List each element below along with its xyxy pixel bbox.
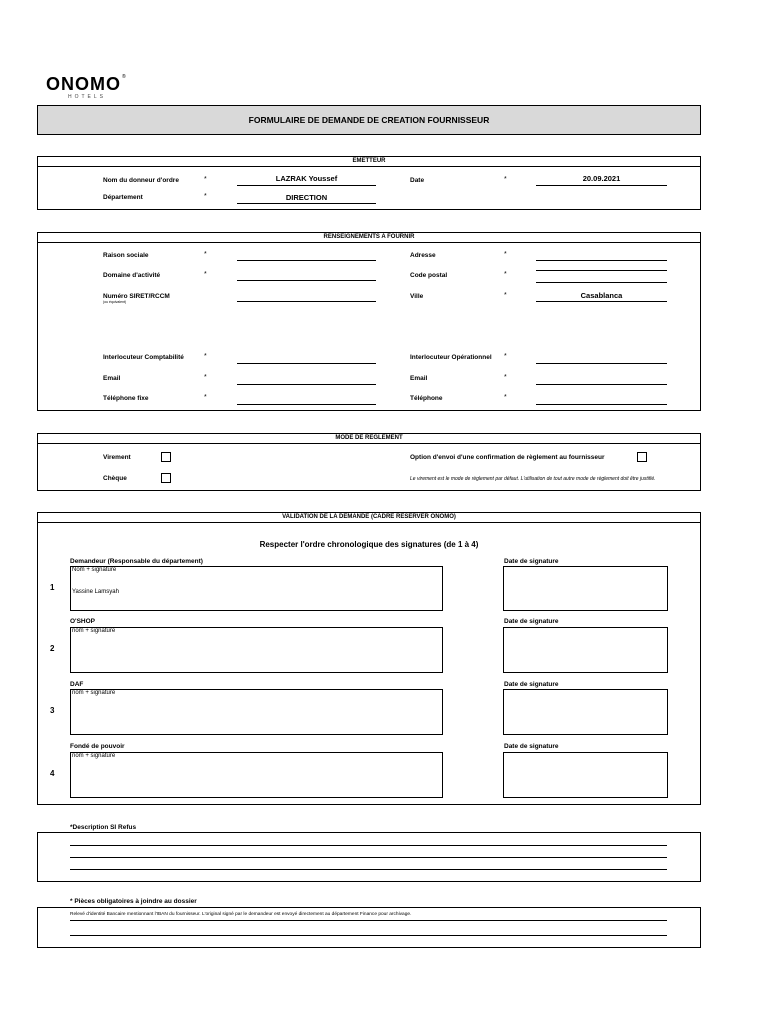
interlocuteur-op-label: Interlocuteur Opérationnel: [410, 354, 492, 361]
step-3-date-box[interactable]: [503, 689, 668, 735]
ville-label: Ville: [410, 293, 424, 300]
step-2-hint: nom + signature: [72, 628, 116, 634]
step-3-signature-box[interactable]: [70, 689, 443, 735]
nom-donneur-label: Nom du donneur d'ordre: [103, 177, 179, 184]
tel-fixe-label: Téléphone fixe: [103, 395, 149, 402]
interlocuteur-op-field[interactable]: [536, 353, 667, 364]
step-3-number: 3: [50, 706, 55, 715]
email2-star: *: [504, 374, 507, 381]
step-4-hint: nom + signature: [72, 753, 116, 759]
refus-line-2: [70, 857, 667, 858]
refus-line-3: [70, 869, 667, 870]
pieces-label: * Pièces obligatoires à joindre au dossier: [70, 898, 197, 905]
logo-sub: HOTELS: [68, 94, 107, 100]
logo-registered: ®: [122, 74, 126, 80]
raison-star: *: [204, 251, 207, 258]
email-compta-field[interactable]: [237, 374, 376, 385]
renseignements-header: RENSEIGNEMENTS A FOURNIR: [38, 233, 700, 243]
tel-op-field[interactable]: [536, 394, 667, 405]
siret-note: (ou équivalent): [103, 300, 127, 304]
ville-star: *: [504, 292, 507, 299]
email1-star: *: [204, 374, 207, 381]
virement-checkbox[interactable]: [161, 452, 171, 462]
compta-star: *: [204, 353, 207, 360]
step-1-role: Demandeur (Responsable du département): [70, 558, 203, 565]
step-2-signature-box[interactable]: [70, 627, 443, 673]
step-2-number: 2: [50, 644, 55, 653]
step-2-date-box[interactable]: [503, 627, 668, 673]
cp-star: *: [504, 271, 507, 278]
ville-value: Casablanca: [580, 291, 623, 300]
form-title-bar: [37, 105, 701, 135]
tel2-star: *: [504, 394, 507, 401]
adresse-label: Adresse: [410, 252, 436, 259]
step-4-date-box[interactable]: [503, 752, 668, 798]
step-4-role: Fondé de pouvoir: [70, 743, 125, 750]
interlocuteur-compta-label: Interlocuteur Comptabilité: [103, 354, 184, 361]
tel1-star: *: [204, 394, 207, 401]
code-postal-field[interactable]: [536, 272, 667, 283]
step-2-date-label: Date de signature: [504, 618, 559, 625]
step-4-number: 4: [50, 769, 55, 778]
email-compta-label: Email: [103, 375, 121, 382]
virement-label: Virement: [103, 454, 131, 461]
option-confirmation-checkbox[interactable]: [637, 452, 647, 462]
tel-op-label: Téléphone: [410, 395, 443, 402]
step-3-role: DAF: [70, 681, 84, 688]
step-1-number: 1: [50, 583, 55, 592]
logo-brand: ONOMO: [46, 74, 121, 94]
form-title: FORMULAIRE DE DEMANDE DE CREATION FOURNISSEUR: [248, 115, 490, 125]
op-star: *: [504, 353, 507, 360]
domaine-activite-label: Domaine d'activité: [103, 272, 161, 279]
dept-star: *: [204, 193, 207, 200]
reglement-header: MODE DE REGLEMENT: [38, 434, 700, 444]
date-value: 20.09.2021: [582, 174, 621, 183]
refus-label: *Description SI Refus: [70, 824, 137, 831]
onomo-logo: [46, 74, 130, 102]
cheque-checkbox[interactable]: [161, 473, 171, 483]
email-op-label: Email: [410, 375, 428, 382]
email-op-field[interactable]: [536, 374, 667, 385]
emetteur-header: EMETTEUR: [38, 157, 700, 167]
step-1-date-label: Date de signature: [504, 558, 559, 565]
interlocuteur-compta-field[interactable]: [237, 353, 376, 364]
validation-header: VALIDATION DE LA DEMANDE (CADRE RESERVER ONOMO): [38, 513, 700, 523]
domaine-activite-field[interactable]: [237, 270, 376, 281]
step-2-role: O'SHOP: [70, 618, 96, 625]
nom-star: *: [204, 176, 207, 183]
step-1-signature-box[interactable]: [70, 566, 443, 611]
raison-sociale-label: Raison sociale: [103, 252, 149, 259]
code-postal-label: Code postal: [410, 272, 448, 279]
step-3-date-label: Date de signature: [504, 681, 559, 688]
step-3-hint: nom + signature: [72, 690, 116, 696]
step-1-hint: Nom + signature: [72, 567, 117, 573]
refus-line-1: [70, 845, 667, 846]
nom-donneur-value: LAZRAK Youssef: [275, 174, 338, 183]
pieces-text: Relevé d'identité Bancaire mentionnant l'IBAN du fournisseur. L'original signé par le demandeur est envoyé directement au département Finance pour archivage.: [70, 912, 412, 917]
reglement-section: [37, 433, 701, 491]
departement-value: DIRECTION: [285, 193, 328, 202]
reglement-note: Le virement est le mode de règlement par défaut. L'utilisation de tout autre mode de règlement doit être justifié.: [410, 476, 656, 482]
departement-label: Département: [103, 194, 143, 201]
validation-subtitle: Respecter l'ordre chronologique des signatures (de 1 à 4): [259, 540, 479, 549]
step-1-value: Yassine Lamsyah: [72, 589, 119, 595]
pieces-line-2: [70, 935, 667, 936]
pieces-line-1: [70, 920, 667, 921]
date-label: Date: [410, 177, 425, 184]
date-star: *: [504, 176, 507, 183]
raison-sociale-field[interactable]: [237, 250, 376, 261]
step-1-date-box[interactable]: [503, 566, 668, 611]
cheque-label: Chèque: [103, 475, 127, 482]
tel-fixe-field[interactable]: [237, 394, 376, 405]
step-4-date-label: Date de signature: [504, 743, 559, 750]
siret-field[interactable]: [237, 291, 376, 302]
adresse-field-2[interactable]: [536, 260, 667, 271]
step-4-signature-box[interactable]: [70, 752, 443, 798]
adresse-star: *: [504, 251, 507, 258]
siret-label: Numéro SIRET/RCCM: [103, 293, 170, 300]
option-confirmation-label: Option d'envoi d'une confirmation de règlement au fournisseur: [410, 454, 605, 461]
domaine-star: *: [204, 271, 207, 278]
